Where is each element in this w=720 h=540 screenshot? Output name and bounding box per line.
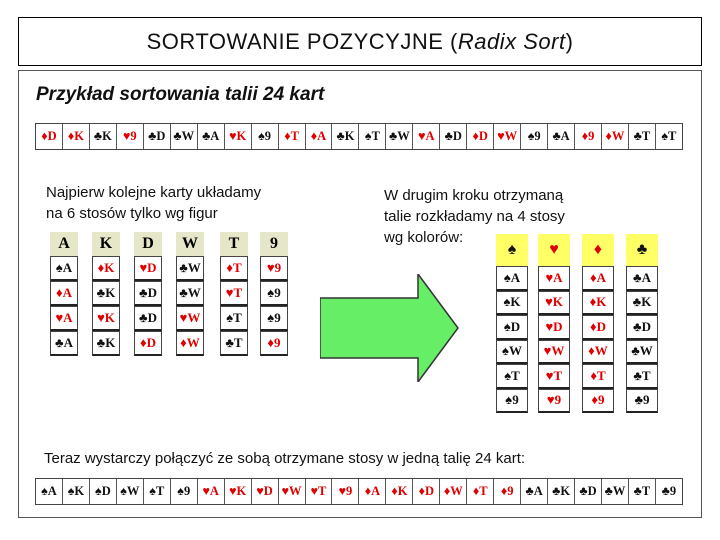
- step3-text: Teraz wystarczy połączyć ze sobą otrzymane stosy w jedną talię 24 kart:: [44, 450, 526, 467]
- suit-pile: [626, 234, 658, 413]
- card: ♦D: [36, 124, 63, 149]
- card: ♦T: [220, 256, 248, 281]
- card: ♣W: [176, 256, 204, 281]
- card: ♠A: [50, 256, 78, 281]
- step2-line3: wg kolorów:: [384, 229, 464, 246]
- card: ♣A: [198, 124, 225, 149]
- card: ♦W: [440, 479, 467, 504]
- card: ♥K: [538, 291, 570, 316]
- card: ♣D: [575, 479, 602, 504]
- figure-pile-head: K: [92, 232, 120, 256]
- card: ♠9: [252, 124, 279, 149]
- card: ♥9: [332, 479, 359, 504]
- suit-pile-head: ♦: [582, 234, 614, 266]
- slide-title: [18, 17, 702, 66]
- card: ♣T: [629, 479, 656, 504]
- card: ♥D: [252, 479, 279, 504]
- subtitle: Przykład sortowania talii 24 kart: [36, 84, 325, 105]
- card: ♠W: [496, 340, 528, 365]
- card: ♦W: [176, 331, 204, 356]
- card: ♠T: [496, 364, 528, 389]
- card: ♦K: [63, 124, 90, 149]
- card: ♣D: [144, 124, 171, 149]
- card: ♥W: [494, 124, 521, 149]
- card: ♦T: [279, 124, 306, 149]
- card: ♥9: [260, 256, 288, 281]
- card: ♣T: [220, 331, 248, 356]
- step1-line1: Najpierw kolejne karty układamy: [46, 184, 262, 201]
- card: ♥A: [413, 124, 440, 149]
- card: ♦D: [413, 479, 440, 504]
- card: ♦9: [260, 331, 288, 356]
- card: ♥A: [538, 266, 570, 291]
- card: ♥A: [50, 306, 78, 331]
- card: ♦9: [575, 124, 602, 149]
- card: ♦9: [582, 389, 614, 414]
- card: ♣W: [386, 124, 413, 149]
- card: ♣W: [176, 281, 204, 306]
- card: ♣D: [440, 124, 467, 149]
- card: ♣A: [521, 479, 548, 504]
- title-text: SORTOWANIE POZYCYJNE (: [146, 29, 458, 54]
- suit-pile-head: ♥: [538, 234, 570, 266]
- card: ♥9: [538, 389, 570, 414]
- card: ♠D: [496, 315, 528, 340]
- card: ♠T: [661, 129, 677, 143]
- card: ♣K: [90, 124, 117, 149]
- card: ♣D: [134, 281, 162, 306]
- card: ♣W: [602, 479, 629, 504]
- card: ♥K: [225, 124, 252, 149]
- card: ♥K: [225, 479, 252, 504]
- card: ♦A: [359, 479, 386, 504]
- card: ♣D: [134, 306, 162, 331]
- step2-line1: W drugim kroku otrzymaną: [384, 187, 564, 204]
- card: ♠D: [90, 479, 117, 504]
- card: ♠K: [496, 291, 528, 316]
- figure-pile: [176, 232, 204, 356]
- card: ♦T: [467, 479, 494, 504]
- card: ♠T: [359, 124, 386, 149]
- figure-pile-head: A: [50, 232, 78, 256]
- figure-pile-head: T: [220, 232, 248, 256]
- card: ♣W: [626, 340, 658, 365]
- card: ♦A: [582, 266, 614, 291]
- figure-pile-head: W: [176, 232, 204, 256]
- step2-line2: talie rozkładamy na 4 stosy: [384, 208, 565, 225]
- card: ♥T: [538, 364, 570, 389]
- card: ♦W: [582, 340, 614, 365]
- card: ♠9: [171, 479, 198, 504]
- card: ♣T: [629, 124, 656, 149]
- right-arrow-icon: [320, 274, 460, 382]
- card: ♥D: [134, 256, 162, 281]
- initial-deck-strip: [35, 123, 683, 150]
- card: ♣W: [171, 124, 198, 149]
- card: ♥K: [92, 306, 120, 331]
- card: ♠T: [144, 479, 171, 504]
- suit-pile: [496, 234, 528, 413]
- card: ♣9: [626, 389, 658, 414]
- suit-pile: [582, 234, 614, 413]
- suit-pile-head: ♠: [496, 234, 528, 266]
- card: ♣T: [626, 364, 658, 389]
- card: ♦9: [494, 479, 521, 504]
- card: ♠9: [521, 124, 548, 149]
- card: ♣K: [92, 331, 120, 356]
- card: ♦A: [306, 124, 333, 149]
- card: ♠T: [220, 306, 248, 331]
- card: ♥W: [538, 340, 570, 365]
- card: ♦D: [134, 331, 162, 356]
- final-deck-strip: [35, 478, 683, 505]
- card: ♦D: [467, 124, 494, 149]
- title-italic: Radix Sort: [457, 29, 566, 54]
- card: ♦A: [50, 281, 78, 306]
- title-end: ): [565, 29, 574, 54]
- card: ♦T: [582, 364, 614, 389]
- card: ♣K: [548, 479, 575, 504]
- figure-pile-head: D: [134, 232, 162, 256]
- figure-pile-head: 9: [260, 232, 288, 256]
- suit-pile-head: ♣: [626, 234, 658, 266]
- card: ♥9: [117, 124, 144, 149]
- card: ♥D: [538, 315, 570, 340]
- card: ♣D: [626, 315, 658, 340]
- card: ♣A: [50, 331, 78, 356]
- card: ♥A: [198, 479, 225, 504]
- card: ♦D: [582, 315, 614, 340]
- card: ♦W: [602, 124, 629, 149]
- card: ♣A: [626, 266, 658, 291]
- card: ♠A: [496, 266, 528, 291]
- card: ♠9: [260, 281, 288, 306]
- card: ♥T: [306, 479, 333, 504]
- card: ♥W: [176, 306, 204, 331]
- card: ♣9: [661, 484, 677, 498]
- card: ♠9: [496, 389, 528, 414]
- figure-pile: [92, 232, 120, 356]
- figure-pile: [260, 232, 288, 356]
- card: ♣A: [548, 124, 575, 149]
- card: ♦K: [582, 291, 614, 316]
- card: ♣K: [92, 281, 120, 306]
- card: ♠W: [117, 479, 144, 504]
- suit-pile: [538, 234, 570, 413]
- figure-pile: [220, 232, 248, 356]
- card: ♦K: [92, 256, 120, 281]
- card: ♠K: [63, 479, 90, 504]
- card: ♥W: [279, 479, 306, 504]
- card: ♣K: [626, 291, 658, 316]
- card: ♠9: [260, 306, 288, 331]
- card: ♣K: [332, 124, 359, 149]
- card: ♥T: [220, 281, 248, 306]
- figure-pile: [50, 232, 78, 356]
- figure-pile: [134, 232, 162, 356]
- card: ♦K: [386, 479, 413, 504]
- step1-text: [46, 182, 261, 224]
- step1-line2: na 6 stosów tylko wg figur: [46, 205, 218, 222]
- card: ♠A: [36, 479, 63, 504]
